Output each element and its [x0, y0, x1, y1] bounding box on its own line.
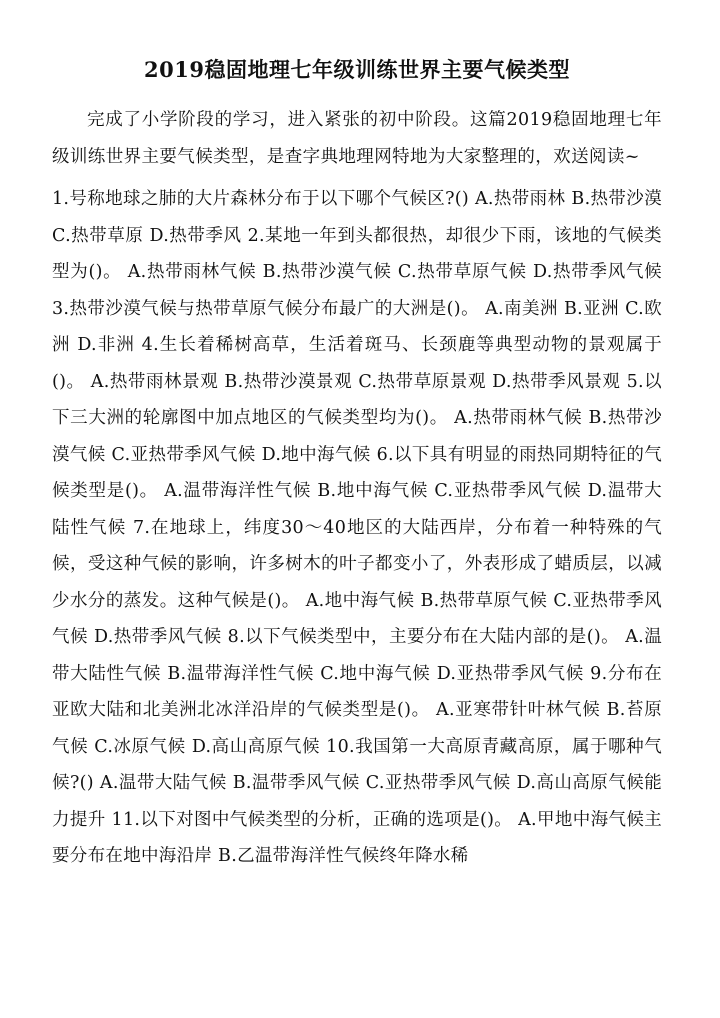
- questions-paragraph: 1.号称地球之肺的大片森林分布于以下哪个气候区?() A.热带雨林 B.热带沙漠 C.热带草原 D.热带季风 2.某地一年到头都很热，却很少下雨，该地的气候类型为()。 A.热带雨林气候 B.热带沙漠气候 C.热带草原气候 D.热带季风气候 3.热带沙漠气候与热带草原气候分布最广的大洲是()。 A.南美洲 B.亚洲 C.欧洲 D.非洲 4.生长着稀树高草，生活着斑马、长颈鹿等典型动物的景观属于()。 A.热带雨林景观 B.热带沙漠景观 C.热带草原景观 D.热带季风景观 5.以下三大洲的轮廓图中加点地区的气候类型均为()。 A.热带雨林气候 B.热带沙漠气候 C.亚热带季风气候 D.地中海气候 6.以下具有明显的雨热同期特征的气候类型是()。 A.温带海洋性气候 B.地中海气候 C.亚热带季风气候 D.温带大陆性气候 7.在地球上，纬度30～40地区的大陆西岸，分布着一种特殊的气候，受这种气候的影响，许多树木的叶子都变小了，外表形成了蜡质层，以减少水分的蒸发。这种气候是()。 A.地中海气候 B.热带草原气候 C.亚热带季风气候 D.热带季风气候 8.以下气候类型中，主要分布在大陆内部的是()。 A.温带大陆性气候 B.温带海洋性气候 C.地中海气候 D.亚热带季风气候 9.分布在亚欧大陆和北美洲北冰洋沿岸的气候类型是()。 A.亚寒带针叶林气候 B.苔原气候 C.冰原气候 D.高山高原气候 10.我国第一大高原青藏高原，属于哪种气候?() A.温带大陆气候 B.温带季风气候 C.亚热带季风气候 D.高山高原气候能力提升 11.以下对图中气候类型的分析，正确的选项是()。 A.甲地中海气候主要分布在地中海沿岸 B.乙温带海洋性气候终年降水稀: [52, 189, 662, 866]
- page-title: 2019稳固地理七年级训练世界主要气候类型: [144, 57, 570, 82]
- intro-paragraph: 完成了小学阶段的学习，进入紧张的初中阶段。这篇2019稳固地理七年级训练世界主要气候类型，是查字典地理网特地为大家整理的，欢送阅读~: [52, 110, 662, 167]
